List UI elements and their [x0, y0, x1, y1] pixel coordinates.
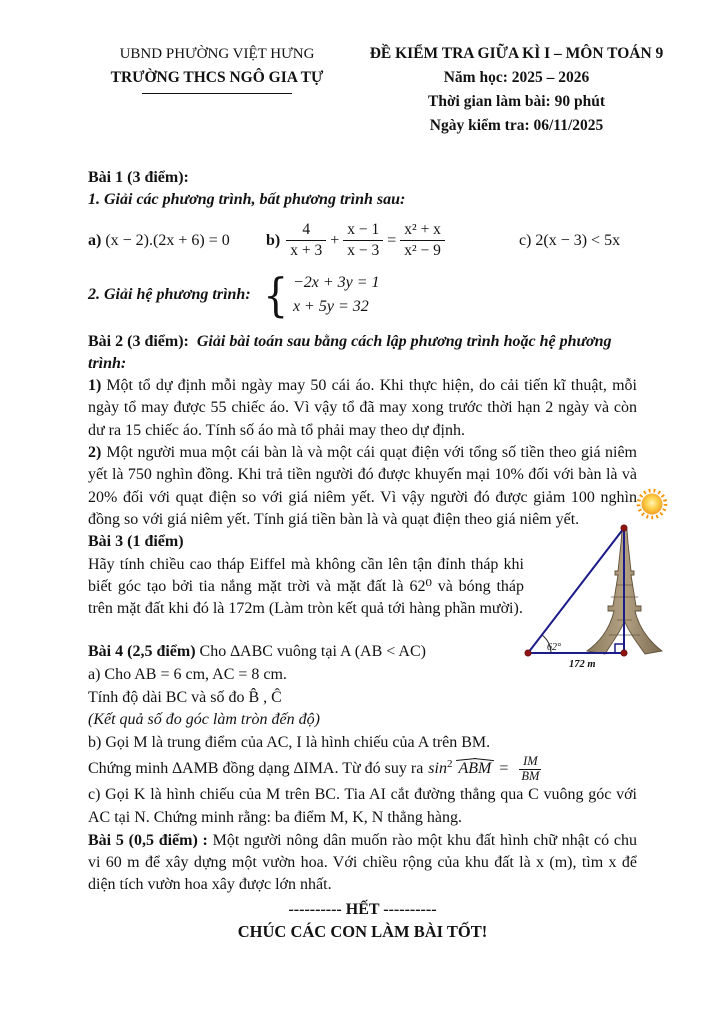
- problem-4-note: (Kết quả số đo góc làm tròn đến độ): [88, 711, 320, 729]
- problem-5-text: Bài 5 (0,5 điểm) : Một người nông dân muốn rào một khu đất hình chữ nhật có chu vi 60 m để xây dựng một vườn hoa. Với chiều rộng của khu đất là x (m), tìm x để diện tích vườn hoa xây được lớn nhất.: [88, 831, 637, 894]
- fraction-3: $\frac{\text{x² + x}}{\text{x² − 9}}$: [400, 221, 445, 260]
- problem-5: [88, 830, 637, 897]
- problem-1: [88, 167, 637, 321]
- vertex-dot-left: [525, 650, 531, 656]
- problem-4-line-c: b) Gọi M là trung điểm của AC, I là hình chiếu của A trên BM.: [88, 733, 491, 751]
- vertex-dot-right: [621, 650, 627, 656]
- exam-duration: Thời gian làm bài: 90 phút: [428, 93, 605, 110]
- equation-a: a) (x − 2).(2x + 6) = 0: [88, 231, 230, 249]
- eiffel-figure: [521, 485, 671, 683]
- problem-2-part1: 1) Một tổ dự định mỗi ngày may 50 cái áo. Khi thực hiện, do cải tiến kĩ thuật, mỗi ngày tổ may được 55 chiếc áo. Vì vậy tổ đã may xong trước thời hạn 2 ngày và còn dư ra 15 chiếc áo. Tính số áo mà tổ phải may theo dự định.: [88, 377, 637, 439]
- system-eq-1: −2x + 3y = 1: [292, 273, 380, 291]
- problem-4-sin-line: [88, 754, 637, 784]
- equation-c: c) 2(x − 3) < 5x: [518, 231, 621, 249]
- school-year: Năm học: 2025 – 2026: [443, 69, 590, 86]
- fraction-1: $\frac{4}{x + 3}$: [286, 221, 326, 260]
- problem-4-line-b: Tính độ dài BC và số đo B̂ , Ĉ: [88, 688, 282, 706]
- problem-2-heading: Bài 2 (3 điểm): Giải bài toán sau bằng cách lập phương trình hoặc hệ phương trình:: [88, 332, 612, 372]
- problem-4-line-e: c) Gọi K là hình chiếu của M trên BC. Tia AI cắt đường thẳng qua C vuông góc với AC tại N. Chứng minh rằng: ba điểm M, K, N thẳng hàng.: [88, 786, 637, 827]
- widehat-abm: ABM: [458, 760, 492, 778]
- angle-label: 62°: [547, 642, 561, 653]
- problem-3-heading: Bài 3 (1 điểm): [88, 533, 184, 551]
- end-marker: ---------- HẾT ----------: [288, 900, 437, 918]
- base-length-label: 172 m: [569, 659, 596, 670]
- school-block: [88, 42, 346, 138]
- problem-4-heading: Bài 4 (2,5 điểm) Cho ∆ABC vuông tại A (AB < AC): [88, 643, 426, 661]
- sin-line-prefix: Chứng minh ∆AMB đồng dạng ∆IMA. Từ đó suy ra: [88, 760, 424, 778]
- problem-1-equations: [88, 217, 637, 265]
- system-eq-2: x + 5y = 32: [292, 297, 369, 315]
- header: [88, 42, 687, 138]
- problem-1-system: [88, 269, 637, 321]
- school-name: TRƯỜNG THCS NGÔ GIA TỰ: [110, 69, 324, 86]
- exam-title: ĐỀ KIỂM TRA GIỮA KÌ I – MÔN TOÁN 9: [369, 45, 664, 62]
- exam-info-block: [346, 42, 687, 138]
- fraction-2: $\frac{x - 1}{x - 3}$: [343, 221, 383, 260]
- problem-3-text: Hãy tính chiều cao tháp Eiffel mà không cần lên tận đỉnh tháp khi biết góc tạo bởi tia nắng mặt trời và mặt đất là 62⁰ và bóng tháp trên mặt đất khi đó là 172m (Làm tròn kết quả tới hàng phần mười).: [88, 555, 524, 618]
- header-underline: [142, 93, 292, 94]
- exam-date: Ngày kiểm tra: 06/11/2025: [429, 117, 604, 134]
- im-bm-fraction: $\frac{IM}{BM}$: [521, 754, 540, 783]
- sin-expression: $\sin^2$ ABM = $\frac{IM}{BM}$: [428, 754, 540, 783]
- sun-icon: [639, 491, 666, 518]
- problem-1-sub1: 1. Giải các phương trình, bất phương trình sau:: [88, 191, 406, 209]
- problem-1-sub2: 2. Giải hệ phương trình:: [88, 285, 251, 303]
- system-brace: {: [262, 267, 288, 322]
- equation-b: b) $\frac{4}{x + 3}$ + $\frac{x - 1}{x - 3}$ = $\frac{\text{x² + x}}{\text{x² − 9}}$: [266, 221, 447, 260]
- problem-1-heading: Bài 1 (3 điểm):: [88, 169, 189, 186]
- problem-2-part2: 2) Một người mua một cái bàn là và một cái quạt điện với tổng số tiền theo giá niêm yết là 750 nghìn đồng. Khi trả tiền người đó được khuyến mại 10% đối với bàn là và 20% đối với quạt điện so với giá niêm yết. Vì vậy người đó được giảm 100 nghìn đồng so với giá niêm yết. Tính giá tiền bàn là và quạt điện theo giá niêm yết.: [88, 444, 637, 528]
- system-equations: [293, 271, 380, 319]
- authority-name: UBND PHƯỜNG VIỆT HƯNG: [119, 46, 315, 62]
- good-luck-message: CHÚC CÁC CON LÀM BÀI TỐT!: [237, 921, 488, 941]
- vertex-dot-top: [621, 525, 627, 531]
- problem-4-line-a: a) Cho AB = 6 cm, AC = 8 cm.: [88, 666, 287, 684]
